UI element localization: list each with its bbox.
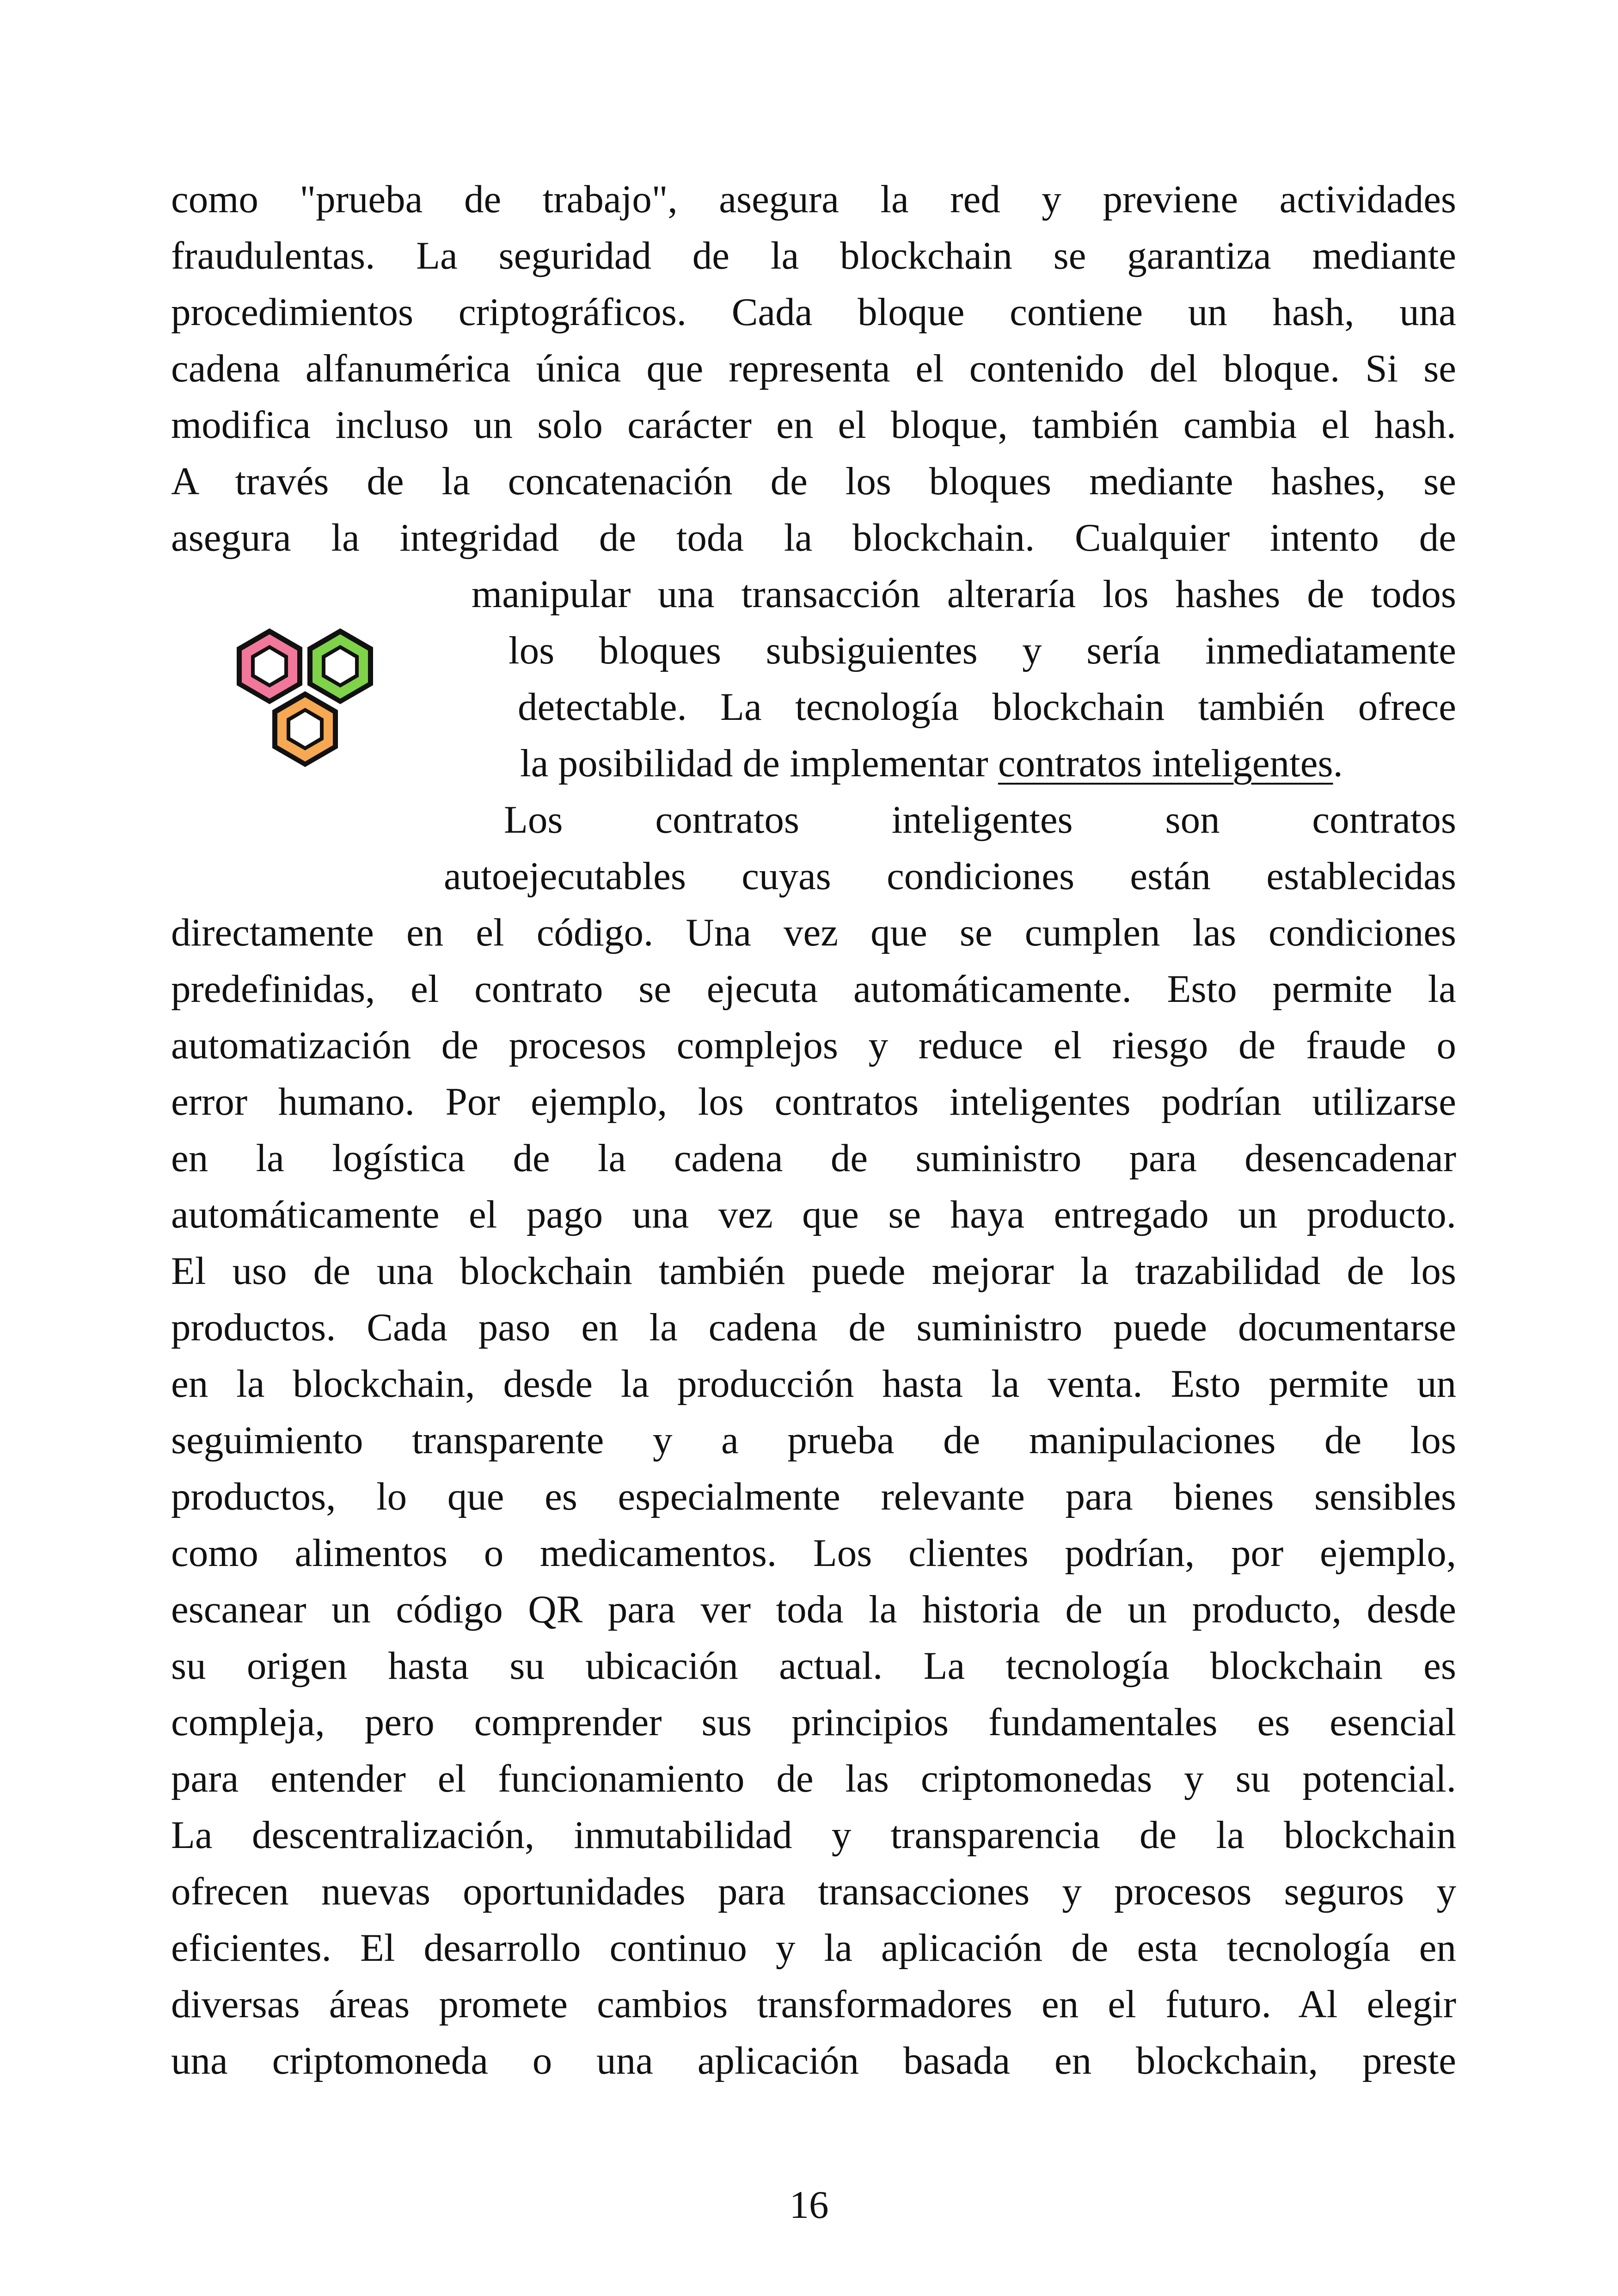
text-line: productos, lo que es especialmente relevante para bienes sensibles [171,1475,1456,1518]
text-line: predefinidas, el contrato se ejecuta automáticamente. Esto permite la [171,967,1456,1011]
text-line: procedimientos criptográficos. Cada bloque contiene un hash, una [171,290,1456,334]
text-line: cadena alfanumérica única que representa el contenido del bloque. Si se [171,347,1456,390]
text-line: fraudulentas. La seguridad de la blockchain se garantiza mediante [171,234,1456,277]
text-line: ofrecen nuevas oportunidades para transacciones y procesos seguros y [171,1870,1456,1913]
text-line: como alimentos o medicamentos. Los clientes podrían, por ejemplo, [171,1531,1456,1575]
text-line: seguimiento transparente y a prueba de manipulaciones de los [171,1418,1456,1462]
text-line: El uso de una blockchain también puede mejorar la trazabilidad de los [171,1249,1456,1293]
text-line: compleja, pero comprender sus principios fundamentales es esencial [171,1701,1456,1744]
text-line: A través de la concatenación de los bloques mediante hashes, se [171,460,1456,503]
text-line: La descentralización, inmutabilidad y transparencia de la blockchain [171,1813,1456,1857]
text-line: los bloques subsiguientes y sería inmediatamente [509,629,1456,672]
text-line: como "prueba de trabajo", asegura la red y previene actividades [171,178,1456,221]
text-line: directamente en el código. Una vez que se cumplen las condiciones [171,911,1456,954]
text-line: Los contratos inteligentes son contratos [504,798,1456,841]
smart-contracts-link[interactable]: contratos inteligentes [998,742,1333,785]
text-line: automatización de procesos complejos y reduce el riesgo de fraude o [171,1024,1456,1067]
text-fragment: la posibilidad de implementar [520,742,998,785]
text-line: en la logística de la cadena de suministro para desencadenar [171,1136,1456,1180]
text-line: automáticamente el pago una vez que se haya entregado un producto. [171,1193,1456,1236]
text-line: manipular una transacción alteraría los hashes de todos [472,572,1456,616]
orange-hexagon [272,691,338,767]
green-hexagon [307,628,373,704]
text-line: en la blockchain, desde la producción hasta la venta. Esto permite un [171,1362,1456,1406]
text-line: autoejecutables cuyas condiciones están establecidas [444,854,1456,898]
text-line [520,735,1456,792]
text-line: modifica incluso un solo carácter en el bloque, también cambia el hash. [171,403,1456,447]
text-line: error humano. Por ejemplo, los contratos inteligentes podrían utilizarse [171,1080,1456,1123]
text-line: eficientes. El desarrollo continuo y la aplicación de esta tecnología en [171,1926,1456,1970]
hexagon-cluster-graphic [217,615,439,846]
text-line: escanear un código QR para ver toda la historia de un producto, desde [171,1588,1456,1631]
body-text [171,171,1456,2089]
page-number: 16 [789,2183,829,2227]
text-line: productos. Cada paso en la cadena de suministro puede documentarse [171,1306,1456,1349]
text-line: su origen hasta su ubicación actual. La tecnología blockchain es [171,1644,1456,1688]
text-line: una criptomoneda o una aplicación basada en blockchain, preste [171,2039,1456,2082]
text-line: para entender el funcionamiento de las criptomonedas y su potencial. [171,1757,1456,1800]
text-fragment: . [1333,742,1343,785]
text-line: asegura la integridad de toda la blockchain. Cualquier intento de [171,516,1456,559]
text-line: detectable. La tecnología blockchain también ofrece [518,685,1456,729]
text-line: diversas áreas promete cambios transformadores en el futuro. Al elegir [171,1983,1456,2026]
hexagon-cluster-icon [217,615,439,846]
pink-hexagon [237,628,302,704]
